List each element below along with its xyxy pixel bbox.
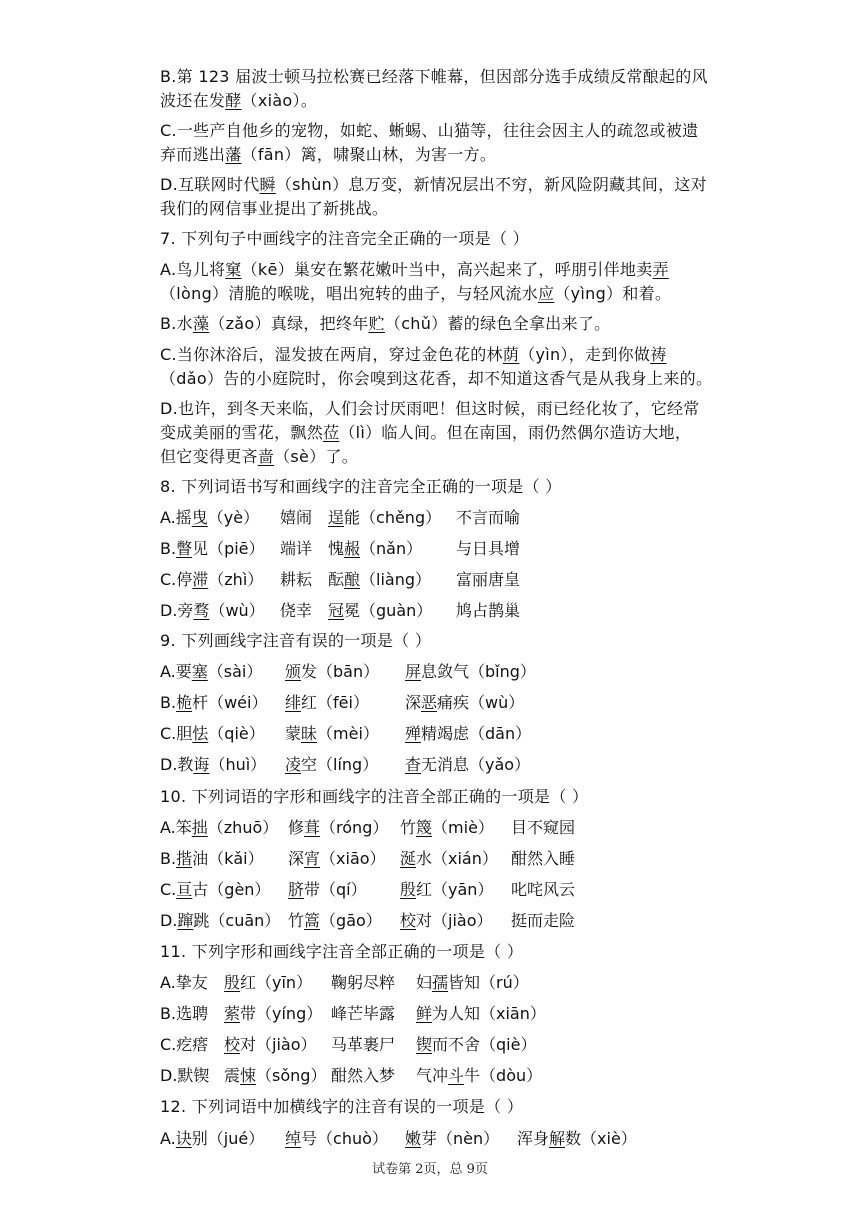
text-segment: D.也许，到冬天来临，人们会讨厌雨吧！但这时候，雨已经化妆了，它经常: [160, 399, 700, 418]
underlined-char: 鲜: [416, 1004, 433, 1023]
underlined-char: 酿: [344, 570, 361, 589]
text-segment: A.鸟儿将: [160, 260, 226, 279]
text-segment: 号（chuò）: [301, 1129, 388, 1148]
option-cell: [456, 538, 520, 560]
text-segment: 能（chěng）: [344, 508, 442, 527]
text-segment: 深: [288, 849, 305, 868]
text-segment: （wù）: [209, 601, 265, 620]
option-cell: [160, 910, 280, 932]
text-segment: 修: [288, 818, 305, 837]
text-segment: 而不舍（qiè）: [432, 1035, 537, 1054]
option-cell: [285, 1128, 388, 1150]
text-segment: 酣然入睡: [511, 849, 576, 868]
option-cell: [405, 692, 524, 714]
text-segment: 鸠占鹊巢: [456, 601, 521, 620]
text-segment: C.胆: [160, 724, 193, 743]
underlined-char: 赧: [344, 539, 361, 558]
text-segment: 对（jiào）: [416, 911, 493, 930]
text-segment: 嬉闹: [280, 508, 313, 527]
text-segment: 愧: [328, 539, 345, 558]
option-cell: [288, 910, 382, 932]
text-segment: 波还在发: [160, 91, 226, 110]
text-segment: （qiè）: [208, 724, 265, 743]
text-line: [160, 120, 698, 142]
text-line: [160, 283, 671, 305]
text-segment: （zǎo）真绿，把终年: [209, 314, 369, 333]
underlined-char: 应: [538, 284, 555, 303]
text-segment: D.教: [160, 755, 194, 774]
underlined-char: 屏: [405, 662, 422, 681]
text-line: [160, 144, 496, 166]
option-cell: [160, 600, 265, 622]
text-segment: 发（bān）: [301, 662, 380, 681]
text-segment: （sài）: [207, 662, 263, 681]
text-segment: 数（xiè）: [565, 1129, 637, 1148]
underlined-char: 滞: [192, 570, 209, 589]
option-cell: [224, 1003, 322, 1025]
underlined-char: 锲: [416, 1035, 433, 1054]
option-cell: [280, 569, 312, 591]
text-line: [160, 90, 317, 112]
underlined-char: 悚: [240, 1066, 257, 1085]
text-segment: （gāo）: [320, 911, 382, 930]
text-segment: 不言而喻: [456, 508, 521, 527]
option-cell: [160, 569, 263, 591]
text-line: [160, 228, 529, 250]
text-segment: 红（fēi）: [301, 693, 369, 712]
text-segment: 目不窥园: [511, 818, 576, 837]
text-segment: D.旁: [160, 601, 194, 620]
option-cell: [285, 754, 378, 776]
underlined-char: 解: [549, 1129, 566, 1148]
option-cell: [280, 538, 312, 560]
text-segment: （kē）巢安在繁花嫩叶当中，高兴起来了，呼朋引伴地卖: [241, 260, 653, 279]
option-cell: [405, 1128, 499, 1150]
question-title: 10. 下列词语的字形和画线字的注音全部正确的一项是（ ）: [160, 787, 589, 806]
text-line: [160, 174, 707, 196]
underlined-char: 冠: [328, 601, 345, 620]
option-cell: [328, 507, 441, 529]
text-segment: 痛疾（wù）: [437, 693, 525, 712]
underlined-char: 葺: [304, 818, 321, 837]
question-title: 12. 下列词语中加横线字的注音有误的一项是（ ）: [160, 1097, 524, 1116]
text-segment: （dǎo）告的小庭院时，你会嗅到这花香，却不知道这香气是从我身上来的。: [160, 369, 713, 388]
option-cell: [160, 692, 267, 714]
option-cell: [511, 879, 575, 901]
option-cell: [456, 569, 520, 591]
option-cell: [511, 817, 575, 839]
text-segment: 红（yīn）: [240, 973, 313, 992]
option-cell: [285, 692, 369, 714]
text-segment: （lì）临人间。但在南国，雨仍然偶尔造访大地，: [339, 423, 692, 442]
option-cell: [160, 972, 208, 994]
underlined-char: 颁: [285, 662, 302, 681]
text-segment: C.: [160, 880, 177, 899]
underlined-char: 藻: [192, 314, 210, 333]
option-cell: [400, 879, 493, 901]
option-cell: [328, 600, 432, 622]
text-segment: 带（qí）: [304, 880, 367, 899]
text-segment: B.: [160, 849, 177, 868]
underlined-char: 窠: [225, 260, 242, 279]
text-segment: （xiào）。: [241, 91, 318, 110]
text-segment: （zhuō）: [207, 818, 279, 837]
underlined-char: 祷: [650, 345, 667, 364]
underlined-char: 瞥: [176, 539, 193, 558]
text-segment: （shùn）息万变，新情况层出不穷，新风险阴藏其间，这对: [275, 175, 707, 194]
text-segment: （yìng）和着。: [554, 284, 672, 303]
option-cell: [160, 1128, 264, 1150]
text-segment: 8. 下列词语书写和画线字的注音完全正确的一项是（ ）: [160, 477, 562, 496]
option-cell: [224, 1034, 317, 1056]
text-segment: （yìn），走到你做: [519, 345, 651, 364]
text-segment: （sǒng）: [256, 1066, 327, 1085]
option-cell: [288, 817, 388, 839]
page-footer: 试卷第 2页，总 9页: [372, 1162, 488, 1177]
text-segment: 我们的网信事业提出了新挑战。: [160, 199, 389, 218]
text-segment: （nǎn）: [360, 539, 423, 558]
underlined-char: 涎: [400, 849, 417, 868]
option-cell: [160, 879, 270, 901]
underlined-char: 凌: [285, 755, 302, 774]
text-segment: （yè）: [207, 508, 260, 527]
text-segment: 精竭虑（dān）: [421, 724, 532, 743]
underlined-char: 诲: [193, 755, 210, 774]
text-segment: 但它变得更吝: [160, 447, 258, 466]
option-cell: [416, 1003, 546, 1025]
text-segment: C.当你沐浴后，湿发披在两肩，穿过金色花的林: [160, 345, 503, 364]
option-cell: [288, 848, 386, 870]
text-segment: A.: [160, 1129, 176, 1148]
text-segment: 空（líng）: [301, 755, 379, 774]
option-cell: [328, 569, 431, 591]
option-cell: [285, 723, 379, 745]
text-segment: （liàng）: [360, 570, 432, 589]
text-segment: （zhì）: [208, 570, 264, 589]
text-segment: C.一些产自他乡的宠物，如蛇、蜥蜴、山猫等，往往会因主人的疏忽或被遗: [160, 121, 699, 140]
underlined-char: 啬: [257, 447, 275, 466]
text-line: [160, 446, 358, 468]
text-segment: 侥幸: [280, 601, 313, 620]
underlined-char: 骛: [193, 601, 210, 620]
text-segment: 震: [224, 1066, 241, 1085]
option-cell: [331, 1065, 395, 1087]
text-segment: A.要: [160, 662, 192, 681]
option-cell: [331, 1003, 395, 1025]
text-segment: 变成美丽的雪花，飘然: [160, 423, 324, 442]
text-segment: 酣然入梦: [331, 1066, 396, 1085]
text-segment: 鞠躬尽粹: [331, 973, 396, 992]
text-segment: 水（xián）: [416, 849, 498, 868]
underlined-char: 揩: [176, 849, 193, 868]
text-segment: 与日具增: [456, 539, 521, 558]
option-cell: [160, 1003, 208, 1025]
text-segment: 耕耘: [280, 570, 313, 589]
option-cell: [331, 1034, 395, 1056]
text-segment: 别（jué）: [191, 1129, 265, 1148]
text-segment: 酝: [328, 570, 345, 589]
option-cell: [160, 723, 265, 745]
underlined-char: 恶: [421, 693, 438, 712]
option-cell: [416, 1034, 536, 1056]
underlined-char: 曳: [191, 508, 208, 527]
question-title: 9. 下列画线字注音有误的一项是（ ）: [160, 631, 432, 650]
underlined-char: 逞: [328, 508, 345, 527]
option-cell: [288, 879, 367, 901]
text-line: [160, 422, 691, 444]
text-segment: 杆（wéi）: [192, 693, 268, 712]
text-segment: B.选聘: [160, 1004, 209, 1023]
text-segment: （huì）: [209, 755, 267, 774]
underlined-char: 酵: [225, 91, 242, 110]
underlined-char: 莅: [323, 423, 340, 442]
underlined-char: 萦: [224, 1004, 241, 1023]
underlined-char: 诀: [175, 1129, 192, 1148]
underlined-char: 殚: [405, 724, 422, 743]
text-segment: 跳（cuān）: [193, 911, 281, 930]
option-cell: [400, 817, 494, 839]
text-segment: 冕（guàn）: [344, 601, 433, 620]
option-cell: [517, 1128, 637, 1150]
underlined-char: 绯: [285, 693, 302, 712]
option-cell: [160, 661, 262, 683]
text-segment: 油（kǎi）: [192, 849, 264, 868]
underlined-char: 拙: [191, 818, 208, 837]
option-cell: [285, 661, 379, 683]
underlined-char: 宵: [304, 849, 321, 868]
text-segment: 无消息（yǎo）: [421, 755, 531, 774]
text-segment: 息敛气（bǐng）: [421, 662, 536, 681]
option-cell: [331, 972, 395, 994]
underlined-char: 藩: [225, 145, 242, 164]
text-segment: （róng）: [320, 818, 389, 837]
text-line: [160, 368, 712, 390]
option-cell: [511, 910, 575, 932]
option-cell: [328, 538, 422, 560]
option-cell: [280, 600, 312, 622]
option-cell: [160, 538, 265, 560]
text-segment: （miè）: [432, 818, 494, 837]
text-line: [160, 66, 708, 88]
underlined-char: 篾: [416, 818, 433, 837]
option-cell: [160, 1034, 208, 1056]
text-segment: 竹: [400, 818, 417, 837]
option-cell: [280, 507, 312, 529]
option-cell: [160, 817, 278, 839]
underlined-char: 荫: [502, 345, 520, 364]
text-segment: A.笨: [160, 818, 192, 837]
text-segment: 弃而逃出: [160, 145, 226, 164]
underlined-char: 蹿: [177, 911, 194, 930]
text-segment: 古（gèn）: [192, 880, 271, 899]
text-segment: 浑身: [517, 1129, 550, 1148]
text-segment: B.: [160, 693, 177, 712]
option-cell: [400, 910, 493, 932]
text-segment: A.挚友: [160, 973, 208, 992]
text-segment: 峰芒毕露: [331, 1004, 396, 1023]
text-segment: 挺而走险: [511, 911, 576, 930]
text-segment: （lòng）清脆的喉咙，唱出宛转的曲子，与轻风流水: [160, 284, 539, 303]
underlined-char: 杳: [405, 755, 422, 774]
text-line: [160, 259, 669, 281]
underlined-char: 瞬: [259, 175, 276, 194]
option-cell: [405, 754, 530, 776]
text-segment: 红（yān）: [416, 880, 494, 899]
text-line: [160, 198, 388, 220]
text-segment: D.: [160, 911, 178, 930]
text-segment: B.第 123 届波士顿马拉松赛已经落下帷幕，但因部分选手成绩反常酿起的风: [160, 67, 708, 86]
option-cell: [224, 972, 312, 994]
option-cell: [400, 848, 498, 870]
underlined-char: 亘: [176, 880, 193, 899]
text-segment: 为人知（xiān）: [432, 1004, 546, 1023]
underlined-char: 篙: [304, 911, 321, 930]
text-segment: （xiāo）: [320, 849, 386, 868]
text-segment: 叱咤风云: [511, 880, 576, 899]
text-segment: 皆知（rú）: [448, 973, 529, 992]
underlined-char: 校: [400, 911, 417, 930]
option-cell: [160, 754, 266, 776]
text-segment: D.默锲: [160, 1066, 210, 1085]
text-segment: （chǔ）蓄的绿色全拿出来了。: [384, 314, 611, 333]
text-segment: B.: [160, 539, 177, 558]
underlined-char: 怯: [192, 724, 209, 743]
underlined-char: 校: [224, 1035, 241, 1054]
text-segment: 对（jiào）: [240, 1035, 317, 1054]
text-segment: 深: [405, 693, 422, 712]
option-cell: [160, 1065, 209, 1087]
option-cell: [405, 661, 536, 683]
question-title: 11. 下列字形和画线字注音全部正确的一项是（ ）: [160, 942, 524, 961]
text-segment: 妇: [416, 973, 433, 992]
text-segment: 牛（dòu）: [464, 1066, 543, 1085]
option-cell: [160, 848, 264, 870]
text-segment: 富丽唐皇: [456, 570, 521, 589]
option-cell: [511, 848, 575, 870]
text-segment: 马革裹尸: [331, 1035, 396, 1054]
underlined-char: 嫩: [405, 1129, 422, 1148]
text-line: [160, 313, 610, 335]
underlined-char: 昧: [301, 724, 318, 743]
text-segment: 芽（nèn）: [421, 1129, 500, 1148]
option-cell: [160, 507, 259, 529]
underlined-char: 塞: [191, 662, 208, 681]
text-line: [160, 344, 667, 366]
text-segment: B.水: [160, 314, 193, 333]
underlined-char: 桅: [176, 693, 193, 712]
text-segment: C.停: [160, 570, 193, 589]
text-segment: 7. 下列句子中画线字的注音完全正确的一项是（ ）: [160, 229, 529, 248]
underlined-char: 脐: [288, 880, 305, 899]
underlined-char: 孺: [432, 973, 449, 992]
underlined-char: 贮: [368, 314, 385, 333]
text-segment: 带（yíng）: [240, 1004, 323, 1023]
text-line: [160, 398, 700, 420]
option-cell: [416, 1065, 542, 1087]
option-cell: [456, 600, 520, 622]
text-segment: （mèi）: [317, 724, 379, 743]
text-segment: 蒙: [285, 724, 302, 743]
underlined-char: 弄: [652, 260, 669, 279]
text-segment: 见（piē）: [192, 539, 265, 558]
text-segment: （sè）了。: [274, 447, 359, 466]
underlined-char: 殷: [224, 973, 241, 992]
text-segment: 气冲: [416, 1066, 449, 1085]
text-segment: 端详: [280, 539, 313, 558]
option-cell: [456, 507, 520, 529]
text-segment: （fān）篱，啸聚山林，为害一方。: [241, 145, 497, 164]
underlined-char: 斗: [448, 1066, 465, 1085]
text-segment: D.互联网时代: [160, 175, 260, 194]
option-cell: [416, 972, 529, 994]
text-segment: A.摇: [160, 508, 192, 527]
underlined-char: 殷: [400, 880, 417, 899]
text-segment: C.疙瘩: [160, 1035, 209, 1054]
option-cell: [405, 723, 531, 745]
text-segment: 竹: [288, 911, 305, 930]
text-line: [160, 476, 562, 498]
underlined-char: 绰: [285, 1129, 302, 1148]
option-cell: [224, 1065, 326, 1087]
